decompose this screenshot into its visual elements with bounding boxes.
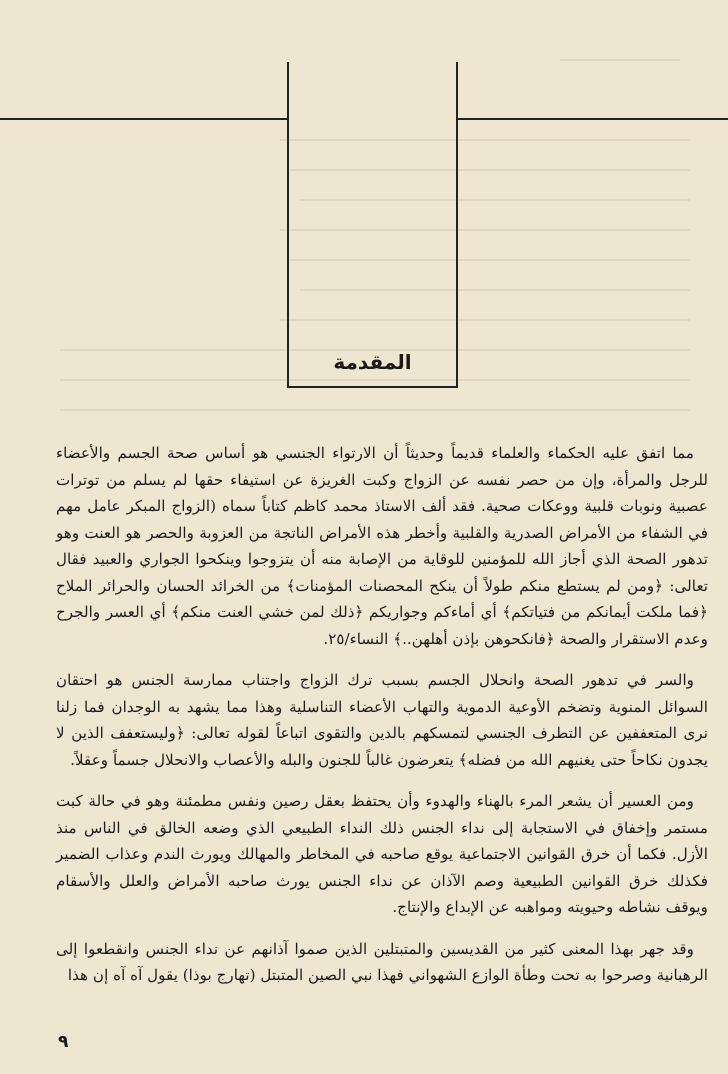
- chapter-title: المقدمة: [333, 350, 412, 374]
- page-number: ٩: [58, 1032, 69, 1052]
- heading-rule-right: [458, 118, 728, 120]
- paragraph: مما اتفق عليه الحكماء والعلماء قديماً وحديثاً أن الارتواء الجنسي هو أساس صحة الجسم والأعضاء للرجل والمرأة، وإن من حصر نفسه عن الزواج وكبت الغريزة عن استيفاء حقها لم يسلم من توترات عصبية ونوبات قلبية ووعكات صحية. فقد ألف الاستاذ محمد كاظم كتاباً سماه (الزواج المبكر عامل مهم في الشفاء من الأمراض الصدرية والقلبية وأخطر هذه الأمراض الناتجة من العزوبة والحصر هو العنت وهو تدهور الصحة الذي أجاز الله للمؤمنين للوقاية من الإصابة منه أن يتزوجوا وينكحوا الجواري والعبيد فقال تعالى: ﴿ومن لم يستطع منكم طولاً أن ينكح المحصنات المؤمنات﴾ من الخرائد الحسان والحرائر الملاح ﴿فما ملكت أيمانكم من فتياتكم﴾ أي أماءكم وجواريكم ﴿ذلك لمن خشي العنت منكم﴾ أي العسر والجرح وعدم الاستقرار والصحة ﴿فانكحوهن بإذن أهلهن..﴾ النساء/٢٥.: [56, 444, 708, 648]
- heading-rule-left: [0, 118, 287, 120]
- body-text: [56, 440, 708, 1004]
- paragraph: وقد جهر بهذا المعنى كثير من القديسين والمتبتلين الذين صموا آذانهم عن نداء الجنس وانقطعوا إلى الرهبانية وصرحوا به تحت وطأة الوازع الشهواني فهذا نبي الصين المتبتل (تهارج بوذا) يقول آه آه إن هذا: [56, 939, 708, 984]
- chapter-title-frame: [287, 62, 458, 388]
- paragraph: والسر في تدهور الصحة وانحلال الجسم بسبب ترك الزواج واجتناب ممارسة الجنس هو احتقان السوائل المنوية وتضخم الأوعية الدموية والتهاب الأعضاء التناسلية وهذا مما يشهد به الوجدان فما زلنا نرى المتعففين عن التطرف الجنسي لتمسكهم بالدين والتقوى اتباعاً لقوله تعالى: ﴿وليستعفف الذين لا يجدون نكاحاً حتى يغنيهم الله من فضله﴾ يتعرضون غالباً للجنون والبله والأعصاب والانحلال جسماً وعقلاً.: [56, 671, 708, 769]
- paragraph: ومن العسير أن يشعر المرء بالهناء والهدوء وأن يحتفظ بعقل رصين ونفس مطمئنة وهو في حالة كبت مستمر وإخفاق في الاستجابة إلى نداء الجنس ذلك النداء الطبيعي الذي وضعه الخالق في الناس منذ الأزل. فكما أن خرق القوانين الاجتماعية يوقع صاحبه في المخاطر والمهالك ويورث الندم وعذاب الضمير فكذلك خرق القوانين الطبيعية وصم الآذان عن نداء الجنس يورث صاحبه الأمراض والعلل والأسقام ويوقف نشاطه وحيويته ومواهبه عن الإبداع والإنتاج.: [56, 792, 708, 916]
